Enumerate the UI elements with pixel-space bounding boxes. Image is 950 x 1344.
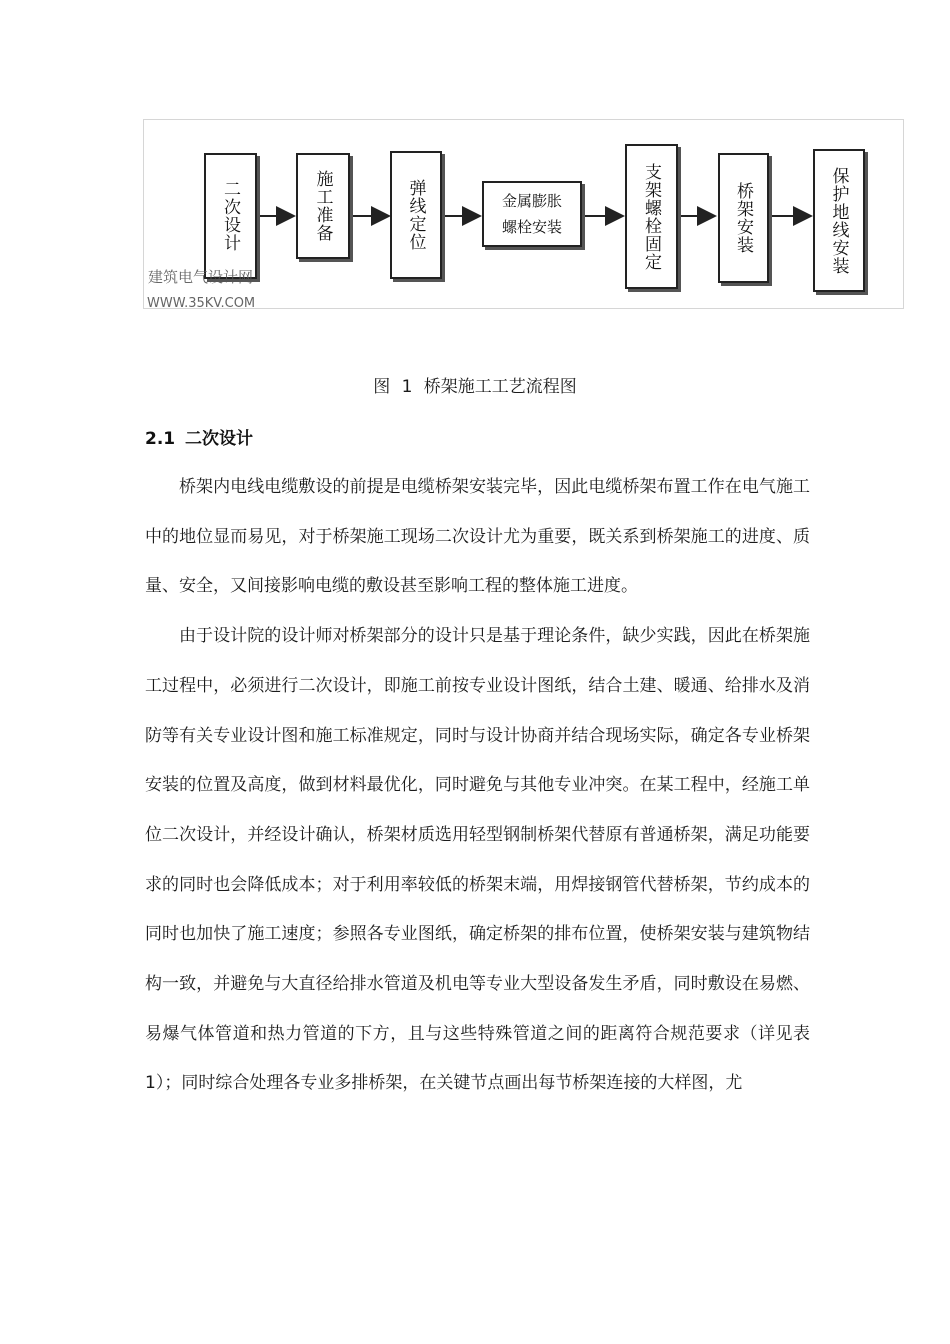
step-label: 二次设计 [220, 180, 240, 252]
paragraph: 桥架内电线电缆敷设的前提是电缆桥架安装完毕，因此电缆桥架布置工作在电气施工中的地位显而易见，对于桥架施工现场二次设计尤为重要，既关系到桥架施工的进度、质量、安全，又间接影响电缆的敷设甚至影响工程的整体施工进度。 [145, 477, 810, 597]
watermark-url: WWW.35KV.COM [147, 296, 256, 311]
process-flowchart [143, 119, 904, 309]
step-ground-wire-installation [813, 149, 865, 292]
step-label-line2: 螺栓安装 [501, 218, 562, 236]
step-bracket-bolt-fixing [625, 144, 678, 289]
step-construction-preparation [296, 153, 350, 259]
section-heading: 2.1 二次设计 [145, 429, 254, 449]
step-expansion-bolt-install [482, 181, 582, 247]
step-line-positioning [390, 151, 442, 279]
step-bridge-installation [718, 153, 769, 283]
step-label: 保护地线安装 [828, 166, 849, 275]
step-label: 施工准备 [312, 170, 333, 242]
paragraph: 由于设计院的设计师对桥架部分的设计只是基于理论条件，缺少实践，因此在桥架施工过程中，必须进行二次设计，即施工前按专业设计图纸，结合土建、暖通、给排水及消防等有关专业设计图和施工标准规定，同时与设计协商并结合现场实际，确定各专业桥架安装的位置及高度，做到材料最优化，同时避免与其他专业冲突。在某工程中，经施工单位二次设计，并经设计确认，桥架材质选用轻型钢制桥架代替原有普通桥架，满足功能要求的同时也会降低成本；对于利用率较低的桥架末端，用焊接钢管代替桥架，节约成本的同时也加快了施工速度；参照各专业图纸，确定桥架的排布位置，使桥架安装与建筑物结构一致，并避免与大直径给排水管道及机电等专业大型设备发生矛盾，同时敷设在易燃、易爆气体管道和热力管道的下方，且与这些特殊管道之间的距离符合规范要求（详见表1）；同时综合处理各专业多排桥架，在关键节点画出每节桥架连接的大样图，尤 [145, 626, 810, 1094]
step-label: 弹线定位 [405, 179, 426, 251]
step-label: 支架螺栓固定 [641, 162, 661, 271]
figure-caption: 图 1 桥架施工工艺流程图 [373, 377, 577, 397]
watermark-text: 建筑电气设计网 [148, 268, 254, 286]
step-secondary-design [204, 153, 257, 279]
section-body [145, 463, 810, 1109]
step-label: 桥架安装 [733, 182, 753, 254]
step-label-line1: 金属膨胀 [501, 192, 562, 210]
